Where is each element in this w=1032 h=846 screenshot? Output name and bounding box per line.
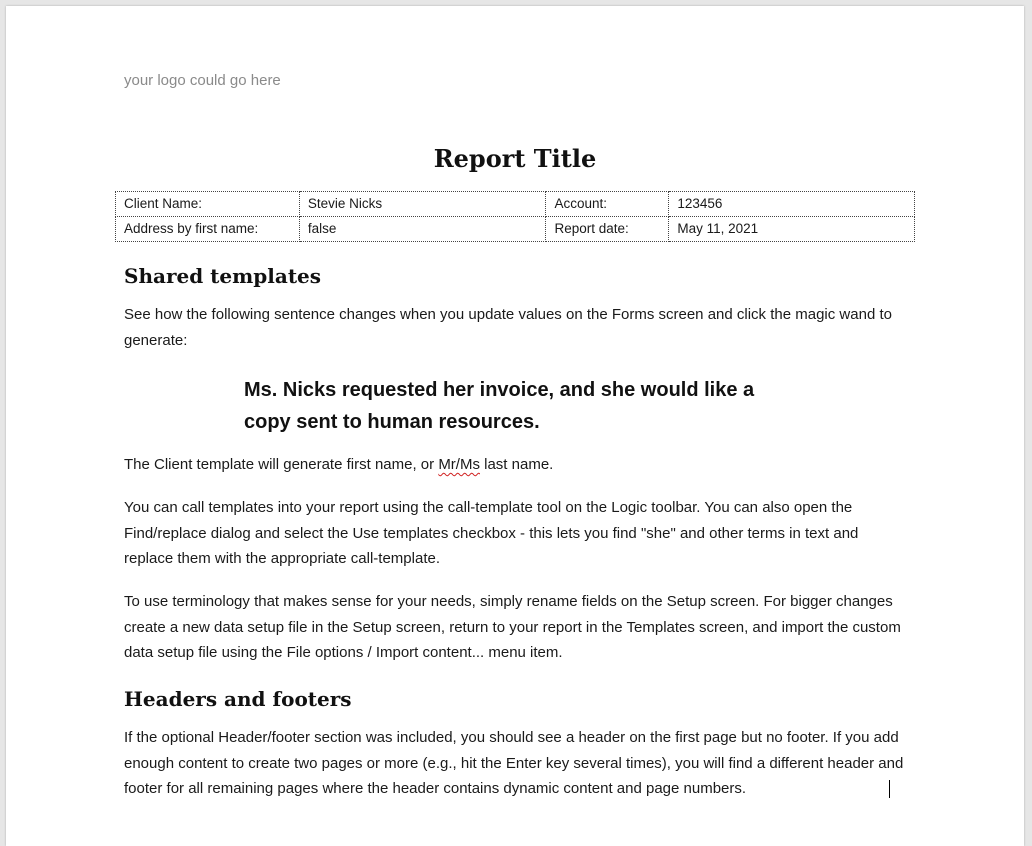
- client-template-paragraph: [124, 452, 904, 478]
- table-row: [116, 192, 915, 217]
- report-title: Report Title: [433, 144, 597, 173]
- generated-sentence: Ms. Nicks requested her invoice, and she would like a copy sent to human resources.: [244, 379, 755, 433]
- client-template-text-after: last name.: [479, 456, 554, 473]
- address-value: false: [299, 217, 546, 242]
- spellcheck-marked-word[interactable]: Mr/Ms: [438, 456, 480, 473]
- client-name-value: Stevie Nicks: [299, 192, 546, 217]
- headers-footers-paragraph: [124, 725, 904, 802]
- section-heading-headers-footers: Headers and footers: [124, 687, 352, 711]
- call-template-paragraph: You can call templates into your report using the call-template tool on the Logic toolbar. You can also open the Find/replace dialog and select the Use templates checkbox - this lets you find "she" and other terms in text and replace them with the appropriate call-template.: [124, 499, 859, 567]
- logo-placeholder: your logo could go here: [124, 72, 281, 89]
- report-date-label: Report date:: [546, 217, 669, 242]
- address-label: Address by first name:: [116, 217, 300, 242]
- client-name-label: Client Name:: [116, 192, 300, 217]
- intro-paragraph: See how the following sentence changes when you update values on the Forms screen and click the magic wand to generate:: [124, 306, 892, 349]
- document-page[interactable]: [6, 6, 1024, 846]
- account-label: Account:: [546, 192, 669, 217]
- client-info-table: [115, 191, 915, 242]
- headers-footers-text: If the optional Header/footer section was included, you should see a header on the first page but no footer. If you add enough content to create two pages or more (e.g., hit the Enter key several times), you will find a different header and footer for all remaining pages where the header contains dynamic content and page numbers.: [124, 729, 904, 797]
- table-row: [116, 217, 915, 242]
- text-cursor: [889, 780, 890, 798]
- client-template-text-before: The Client template will generate first name, or: [124, 456, 439, 473]
- section-heading-shared-templates: Shared templates: [124, 264, 322, 288]
- account-value: 123456: [669, 192, 915, 217]
- terminology-paragraph: To use terminology that makes sense for your needs, simply rename fields on the Setup screen. For bigger changes create a new data setup file in the Setup screen, return to your report in the Templates screen, and import the custom data setup file using the File options / Import content... menu item.: [124, 593, 901, 661]
- report-date-value: May 11, 2021: [669, 217, 915, 242]
